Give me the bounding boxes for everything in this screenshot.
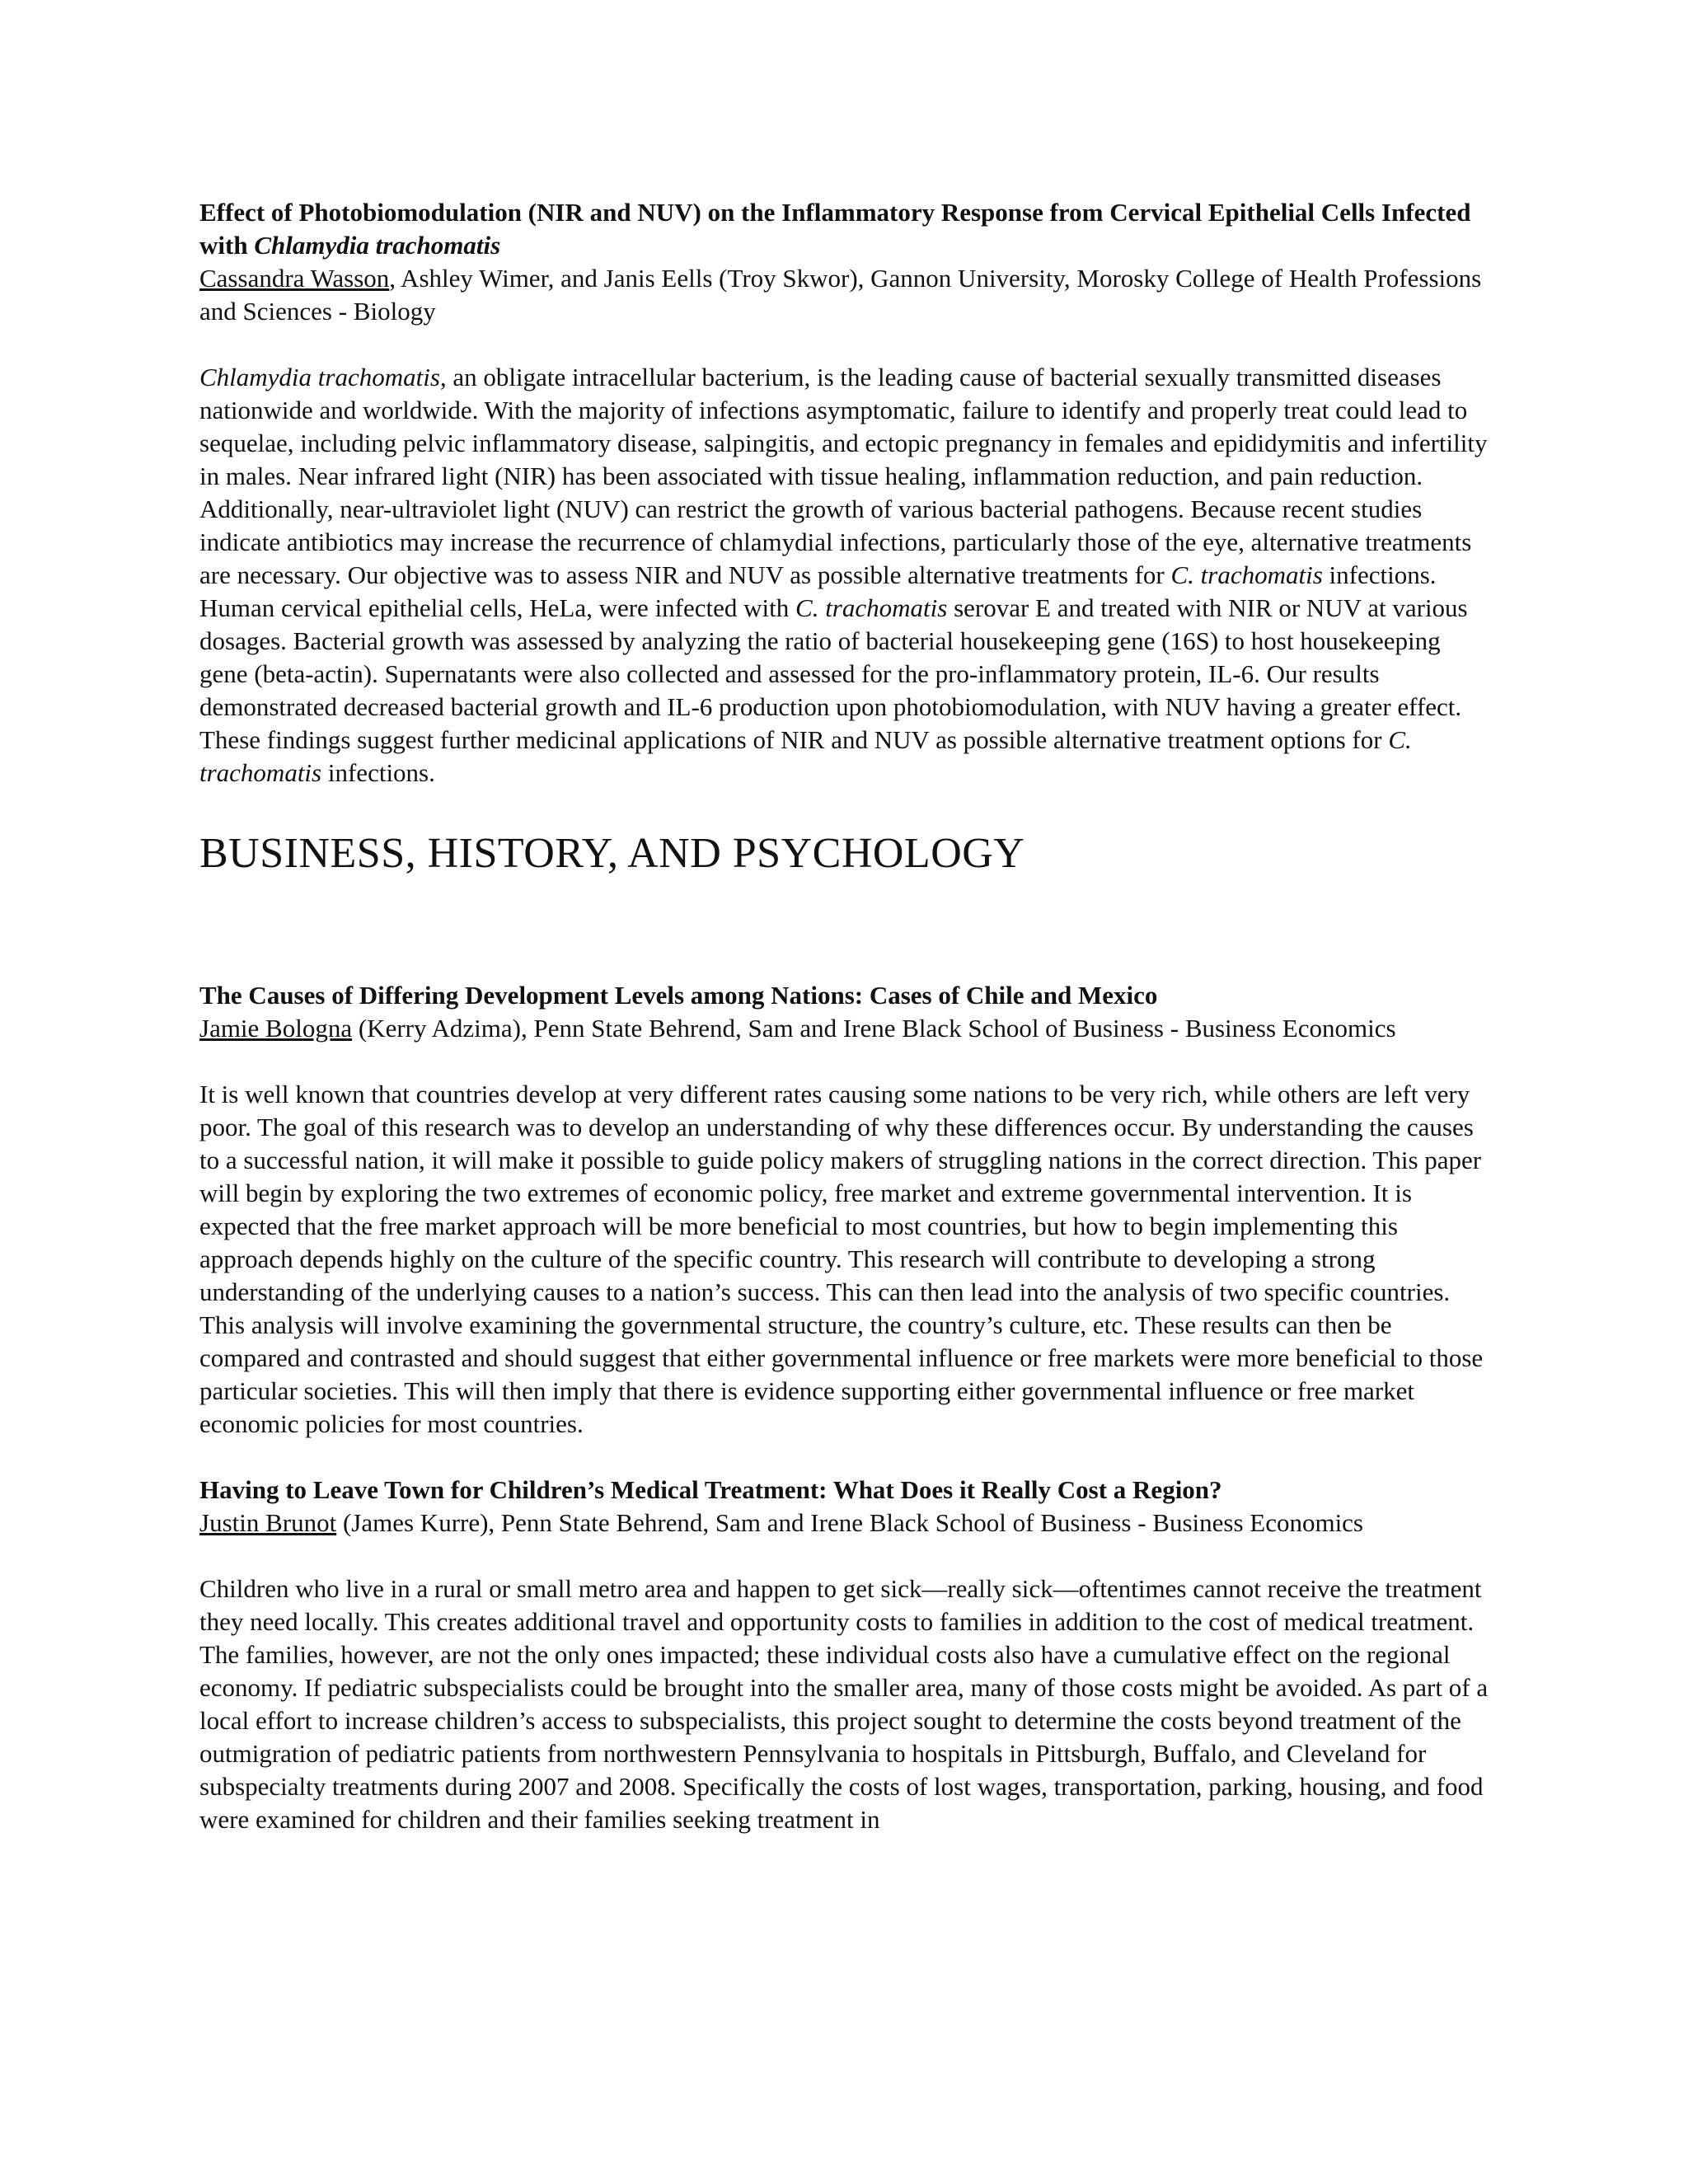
- entry-abstract: It is well known that countries develop at very different rates causing some nations to be very rich, while others are left very poor. The goal of this research was to develop an understanding of why these differences occur. By understanding the causes to a successful nation, it will make it possible to guide policy makers of struggling nations in the correct direction. This paper will begin by exploring the two extremes of economic policy, free market and extreme governmental intervention. It is expected that the free market approach will be more beneficial to most countries, but how to begin implementing this approach depends highly on the culture of the specific country. This research will contribute to developing a strong understanding of the underlying causes to a nation’s success. This can then lead into the analysis of two specific countries. This analysis will involve examining the governmental structure, the country’s culture, etc. These results can then be compared and contrasted and should suggest that either governmental influence or free markets were more beneficial to those particular societies. This will then imply that there is evidence supporting either governmental influence or free market economic policies for most countries.: [199, 1080, 1484, 1438]
- entry-title-text: Effect of Photobiomodulation (NIR and NUV) on the Inflammatory Response from Cervical Epithelial Cells Infected with: [199, 198, 1471, 260]
- authors-affiliation: (James Kurre), Penn State Behrend, Sam and Irene Black School of Business - Business Economics: [336, 1508, 1364, 1537]
- abstract-text: infections. Human cervical epithelial cells, HeLa, were infected with: [199, 560, 1437, 622]
- page-content: [199, 196, 1489, 1836]
- abstract-entry-development-levels: [199, 979, 1489, 1441]
- presenter-name: Cassandra Wasson: [199, 264, 390, 293]
- abstract-entry-photobiomodulation: [199, 196, 1489, 790]
- entry-abstract: Children who live in a rural or small metro area and happen to get sick—really sick—oftentimes cannot receive the treatment they need locally. This creates additional travel and opportunity costs to families in addition to the cost of medical treatment. The families, however, are not the only ones impacted; these individual costs also have a cumulative effect on the regional economy. If pediatric subspecialists could be brought into the smaller area, many of those costs might be avoided. As part of a local effort to increase children’s access to subspecialists, this project sought to determine the costs beyond treatment of the outmigration of pediatric patients from northwestern Pennsylvania to hospitals in Pittsburgh, Buffalo, and Cleveland for subspecialty treatments during 2007 and 2008. Specifically the costs of lost wages, transportation, parking, housing, and food were examined for children and their families seeking treatment in: [199, 1574, 1489, 1834]
- entry-title: Having to Leave Town for Children’s Medical Treatment: What Does it Really Cost a Region?: [199, 1475, 1222, 1504]
- entry-title: [199, 196, 1489, 262]
- section-heading: BUSINESS, HISTORY, AND PSYCHOLOGY: [199, 830, 1025, 877]
- abstract-italic-term: C. trachomatis: [199, 725, 1412, 787]
- authors-affiliation: , Ashley Wimer, and Janis Eells (Troy Skwor), Gannon University, Morosky College of Health Professions and Sciences - Biology: [199, 264, 1482, 326]
- presenter-name: Justin Brunot: [199, 1508, 337, 1537]
- entry-abstract: [199, 361, 1489, 790]
- presenter-name: Jamie Bologna: [199, 1014, 353, 1043]
- abstract-italic-term: Chlamydia trachomatis: [199, 363, 440, 391]
- abstract-italic-term: C. trachomatis: [795, 593, 948, 622]
- entry-title: The Causes of Differing Development Levels among Nations: Cases of Chile and Mexico: [199, 981, 1158, 1010]
- abstract-text: infections.: [321, 758, 435, 787]
- abstract-text: , an obligate intracellular bacterium, is the leading cause of bacterial sexually transmitted diseases nationwide and worldwide. With the majority of infections asymptomatic, failure to identify and properly treat could lead to sequelae, including pelvic inflammatory disease, salpingitis, and ectopic pregnancy in females and epididymitis and infertility in males. Near infrared light (NIR) has been associated with tissue healing, inflammation reduction, and pain reduction. Additionally, near-ultraviolet light (NUV) can restrict the growth of various bacterial pathogens. Because recent studies indicate antibiotics may increase the recurrence of chlamydial infections, particularly those of the eye, alternative treatments are necessary. Our objective was to assess NIR and NUV as possible alternative treatments for: [199, 363, 1488, 589]
- entry-authors: [199, 1507, 1489, 1540]
- entry-authors: [199, 262, 1489, 328]
- entry-authors: [199, 1012, 1489, 1045]
- abstract-italic-term: C. trachomatis: [1170, 560, 1323, 589]
- abstract-entry-medical-treatment-cost: [199, 1474, 1489, 1836]
- abstract-text: serovar E and treated with NIR or NUV at various dosages. Bacterial growth was assessed by analyzing the ratio of bacterial housekeeping gene (16S) to host housekeeping gene (beta-actin). Supernatants were also collected and assessed for the pro-inflammatory protein, IL-6. Our results demonstrated decreased bacterial growth and IL-6 production upon photobiomodulation, with NUV having a greater effect. These findings suggest further medicinal applications of NIR and NUV as possible alternative treatment options for: [199, 593, 1468, 754]
- authors-affiliation: (Kerry Adzima), Penn State Behrend, Sam and Irene Black School of Business - Business Economics: [352, 1014, 1396, 1043]
- entry-title-italic: Chlamydia trachomatis: [254, 231, 501, 260]
